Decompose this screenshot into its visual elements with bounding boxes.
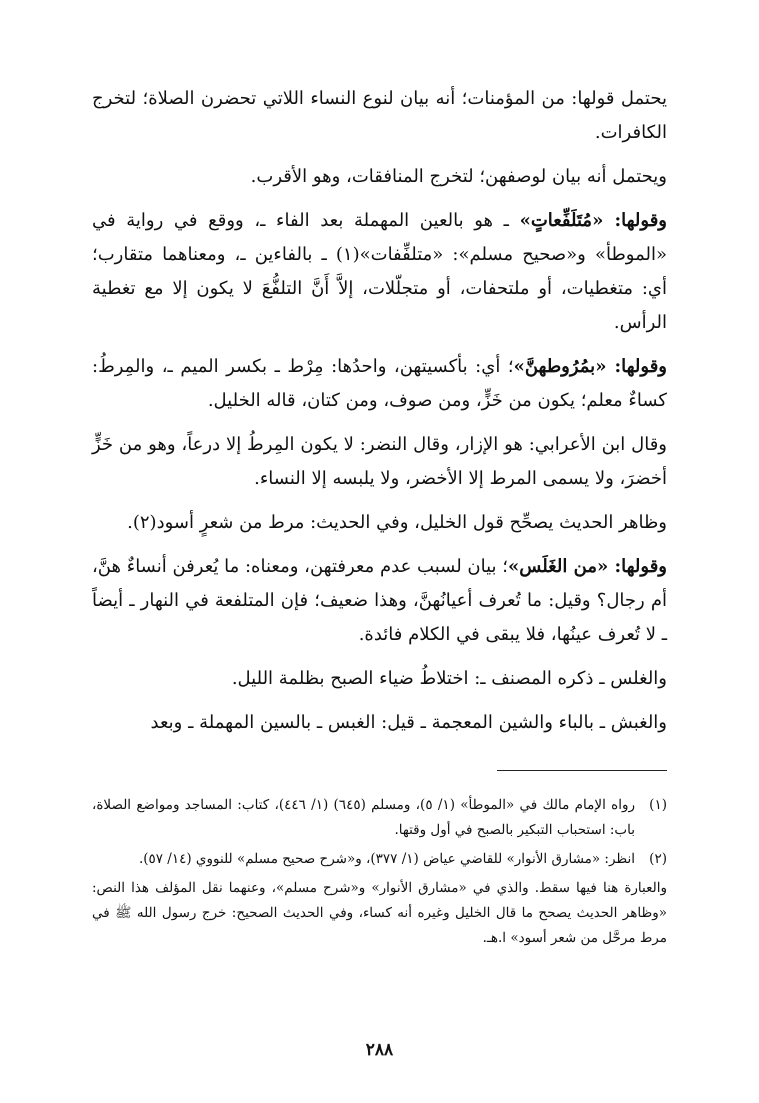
main-text xyxy=(92,82,667,740)
paragraph-6: وظاهر الحديث يصحِّح قول الخليل، وفي الحديث: مرط من شعرٍ أسود(٢). xyxy=(127,512,667,533)
footnote-separator xyxy=(497,770,667,771)
paragraph-9: والغبش ـ بالباء والشين المعجمة ـ قيل: الغبس ـ بالسين المهملة ـ وبعد xyxy=(150,712,667,733)
paragraph-1: يحتمل قولها: من المؤمنات؛ أنه بيان لنوع النساء اللاتي تحضرن الصلاة؛ لتخرج الكافرات. xyxy=(92,88,667,143)
paragraph-3: وقولها: «مُتَلَفِّعاتٍ» ـ هو بالعين المهملة بعد الفاء ـ، ووقع في رواية في «الموطأ» و«صحيح مسلم»: «متلفِّفات»(١) ـ بالفاءين ـ، ومعناهما متقارب؛ أي: متغطيات، أو ملتحفات، أو متجلّلات، إلاَّ أَنَّ التلفُّعَ لا يكون إلا مع تغطية الرأس. xyxy=(92,210,667,333)
footnote-2 xyxy=(92,847,667,872)
paragraph-2: ويحتمل أنه بيان لوصفهن؛ لتخرج المنافقات، وهو الأقرب. xyxy=(250,166,667,187)
footnote-continuation: والعبارة هنا فيها سقط. والذي في «مشارق الأنوار» و«شرح مسلم»، وعنهما نقل المؤلف هذا النص: «وظاهر الحديث يصحح ما قال الخليل وغيره أنه كساء، وفي الحديث الصحيح: خرج رسول الله ﷺ في مرط مرحَّل من شعر أسود» ا.هـ. xyxy=(92,880,667,946)
paragraph-4: وقولها: «بمُرُوطهنَّ»؛ أي: بأكسيتهن، واحدُها: مِرْط ـ بكسر الميم ـ، والمِرطُ: كساءٌ معلم؛ يكون من خَزٍّ، ومن صوف، ومن كتان، قاله الخليل. xyxy=(92,356,667,411)
paragraph-7: وقولها: «من الغَلَس»؛ بيان لسبب عدم معرفتهن، ومعناه: ما يُعرفن أنساءٌ هنَّ، أم رجال؟ وقيل: ما تُعرف أعيانُهنَّ، وهذا ضعيف؛ فإن المتلفعة في النهار ـ أيضاً ـ لا تُعرف عينُها، فلا يبقى في الكلام فائدة. xyxy=(92,556,667,645)
footnotes xyxy=(92,793,667,951)
paragraph-8: والغلس ـ ذكره المصنف ـ: اختلاطُ ضياء الصبح بظلمة الليل. xyxy=(231,668,667,689)
paragraph-5: وقال ابن الأعرابي: هو الإزار، وقال النضر: لا يكون المِرطُ إلا درعاً، وهو من خَزٍّ أخضرَ، ولا يسمى المرط إلا الأخضر، ولا يلبسه إلا النساء. xyxy=(92,434,667,489)
footnote-number: (٢) xyxy=(649,851,667,867)
footnote-text: انظر: «مشارق الأنوار» للقاضي عياض (١/ ٣٧٧)، و«شرح صحيح مسلم» للنووي (١٤/ ٥٧). xyxy=(138,851,635,867)
footnote-1 xyxy=(92,793,667,843)
page-number: ٢٨٨ xyxy=(365,1040,394,1060)
footnote-text: رواه الإمام مالك في «الموطأ» (١/ ٥)، ومسلم (٦٤٥) (١/ ٤٤٦)، كتاب: المساجد ومواضع الصلاة، باب: استحباب التبكير بالصبح في أول وقتها. xyxy=(92,797,635,838)
footnote-number: (١) xyxy=(649,797,667,813)
